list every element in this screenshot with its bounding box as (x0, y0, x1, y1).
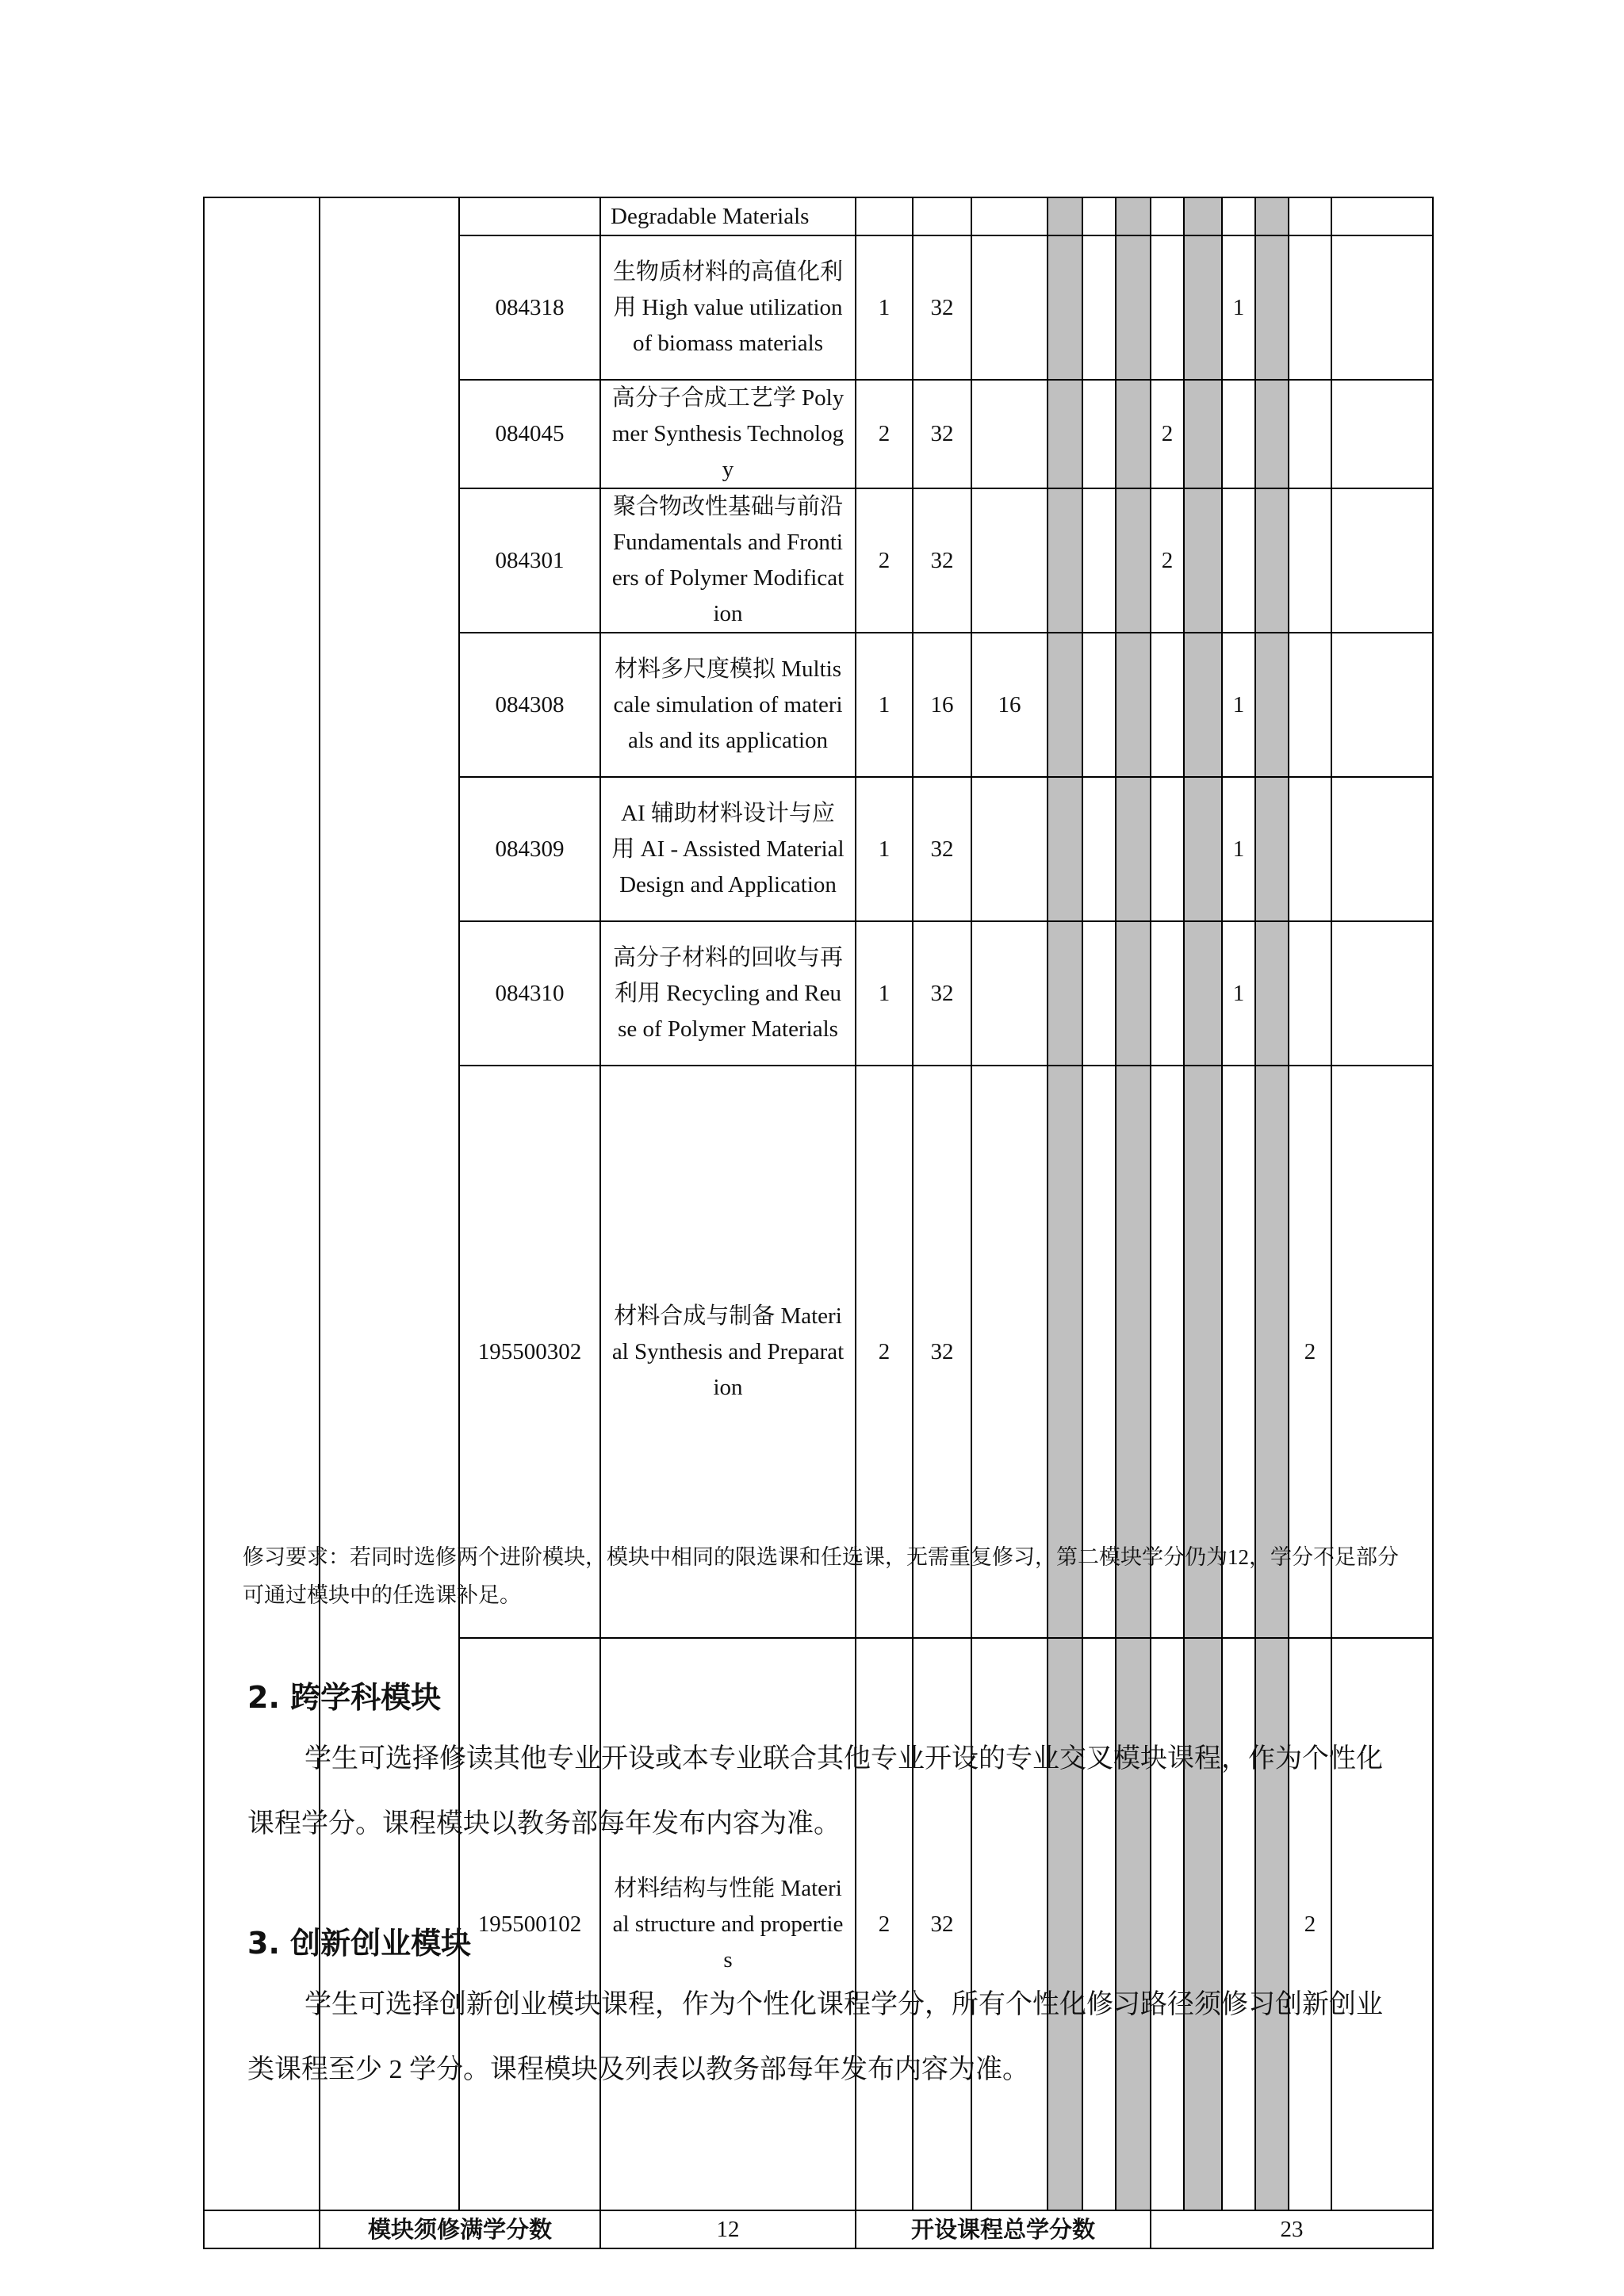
semester-cell-shaded (1116, 197, 1151, 235)
semester-cell (1289, 921, 1331, 1066)
section-text-innovation: 学生可选择创新创业模块课程，作为个性化课程学分，所有个性化修习路径须修习创新创业类课程至少 2 学分。课程模块及列表以教务部每年发布内容为准。 (247, 1990, 1383, 2084)
table-row (204, 197, 1433, 235)
semester-cell (1289, 197, 1331, 235)
semester-cell-shaded (1184, 380, 1222, 488)
semester-cell (1082, 633, 1116, 777)
semester-cell-shaded (1255, 197, 1289, 235)
section-text-interdisciplinary: 学生可选择修读其他专业开设或本专业联合其他专业开设的专业交叉模块课程，作为个性化课程学分。课程模块以教务部每年发布内容为准。 (247, 1744, 1383, 1839)
course-name-cell: 高分子材料的回收与再利用 Recycling and Reuse of Polymer Materials (600, 921, 856, 1066)
semester-cell (1289, 777, 1331, 921)
requirement-note: 修习要求：若同时选修两个进阶模块，模块中相同的限选课和任选课，无需重复修习，第二模块学分仍为12，学分不足部分可通过模块中的任选课补足。 (243, 1545, 1399, 1607)
semester-cell: 1 (1222, 633, 1255, 777)
semester-cell-shaded (1116, 488, 1151, 633)
course-code-cell: 084301 (459, 488, 600, 633)
practice-hours-cell (971, 921, 1048, 1066)
semester-cell (1331, 921, 1433, 1066)
hours-cell: 32 (913, 1066, 971, 1638)
semester-cell-shaded (1255, 921, 1289, 1066)
semester-cell-shaded (1116, 235, 1151, 380)
semester-cell (1082, 921, 1116, 1066)
semester-cell (1289, 488, 1331, 633)
credit-cell: 1 (856, 235, 913, 380)
course-name-cell: 生物质材料的高值化利 用 High value utilization of biomass materials (600, 235, 856, 380)
semester-cell: 2 (1151, 380, 1184, 488)
semester-cell (1082, 197, 1116, 235)
course-code-cell: 084308 (459, 633, 600, 777)
hours-cell: 32 (913, 235, 971, 380)
semester-cell-shaded (1048, 1638, 1082, 2210)
course-code-cell (459, 197, 600, 235)
semester-cell (1331, 380, 1433, 488)
course-name-cell: AI 辅助材料设计与应用 AI - Assisted Material Design and Application (600, 777, 856, 921)
semester-cell (1331, 1638, 1433, 2210)
semester-cell (1151, 633, 1184, 777)
semester-cell (1289, 633, 1331, 777)
semester-cell-shaded (1048, 633, 1082, 777)
semester-cell: 1 (1222, 235, 1255, 380)
course-name-cell: Degradable Materials (600, 197, 856, 235)
credit-cell: 1 (856, 921, 913, 1066)
credit-cell: 1 (856, 633, 913, 777)
semester-cell-shaded (1116, 633, 1151, 777)
semester-cell-shaded (1116, 380, 1151, 488)
course-name-cell: 高分子合成工艺学 Polymer Synthesis Technology (600, 380, 856, 488)
semester-cell-shaded (1184, 235, 1222, 380)
course-code-cell: 195500302 (459, 1066, 600, 1638)
semester-cell (1151, 235, 1184, 380)
total-credits-value: 23 (1151, 2210, 1433, 2248)
required-credits-value: 12 (600, 2210, 856, 2248)
hours-cell: 32 (913, 380, 971, 488)
semester-cell (1331, 633, 1433, 777)
credit-cell: 2 (856, 488, 913, 633)
course-code-cell: 084318 (459, 235, 600, 380)
credit-cell: 2 (856, 1066, 913, 1638)
semester-cell-shaded (1184, 921, 1222, 1066)
semester-cell (1151, 921, 1184, 1066)
semester-cell (1289, 235, 1331, 380)
semester-cell (1082, 235, 1116, 380)
practice-hours-cell (971, 488, 1048, 633)
hours-cell: 32 (913, 921, 971, 1066)
hours-cell: 32 (913, 1638, 971, 2210)
practice-hours-cell (971, 197, 1048, 235)
semester-cell (1082, 488, 1116, 633)
course-name-cell: 材料多尺度模拟 Multiscale simulation of materials and its application (600, 633, 856, 777)
semester-cell-shaded (1116, 921, 1151, 1066)
hours-cell: 32 (913, 777, 971, 921)
hours-cell: 16 (913, 633, 971, 777)
semester-cell (1222, 488, 1255, 633)
semester-cell-shaded (1116, 1638, 1151, 2210)
semester-cell: 2 (1289, 1066, 1331, 1638)
semester-cell (1151, 1638, 1184, 2210)
practice-hours-cell (971, 1638, 1048, 2210)
practice-hours-cell (971, 235, 1048, 380)
credit-cell: 2 (856, 380, 913, 488)
course-name-cell: 聚合物改性基础与前沿 Fundamentals and Frontiers of Polymer Modification (600, 488, 856, 633)
semester-cell (1151, 197, 1184, 235)
semester-cell-shaded (1048, 488, 1082, 633)
credit-cell: 2 (856, 1638, 913, 2210)
semester-cell-shaded (1048, 921, 1082, 1066)
summary-blank-cell (204, 2210, 320, 2248)
practice-hours-cell (971, 777, 1048, 921)
required-credits-label: 模块须修满学分数 (320, 2210, 600, 2248)
semester-cell-shaded (1255, 380, 1289, 488)
section-heading-innovation: 3. 创新创业模块 (247, 1926, 472, 1961)
course-code-cell: 195500102 (459, 1638, 600, 2210)
semester-cell (1331, 777, 1433, 921)
semester-cell-shaded (1255, 488, 1289, 633)
course-code-cell: 084045 (459, 380, 600, 488)
semester-cell-shaded (1184, 1638, 1222, 2210)
course-name-cell: 材料结构与性能 Material structure and properties (600, 1638, 856, 2210)
semester-cell (1222, 197, 1255, 235)
module-category-cell (204, 197, 320, 2210)
semester-cell: 2 (1151, 488, 1184, 633)
semester-cell (1331, 235, 1433, 380)
semester-cell (1151, 777, 1184, 921)
total-credits-label: 开设课程总学分数 (856, 2210, 1151, 2248)
module-name-cell (320, 197, 459, 2210)
semester-cell (1331, 488, 1433, 633)
semester-cell-shaded (1048, 235, 1082, 380)
semester-cell-shaded (1184, 197, 1222, 235)
semester-cell-shaded (1048, 777, 1082, 921)
semester-cell-shaded (1255, 235, 1289, 380)
semester-cell-shaded (1255, 1638, 1289, 2210)
course-name-cell: 材料合成与制备 Material Synthesis and Preparation (600, 1066, 856, 1638)
credit-cell (856, 197, 913, 235)
semester-cell (1082, 777, 1116, 921)
course-code-cell: 084309 (459, 777, 600, 921)
semester-cell-shaded (1048, 197, 1082, 235)
hours-cell: 32 (913, 488, 971, 633)
semester-cell (1082, 380, 1116, 488)
semester-cell-shaded (1184, 488, 1222, 633)
section-heading-interdisciplinary: 2. 跨学科模块 (247, 1680, 442, 1715)
semester-cell-shaded (1048, 380, 1082, 488)
semester-cell-shaded (1255, 633, 1289, 777)
practice-hours-cell (971, 380, 1048, 488)
summary-row (204, 2210, 1433, 2248)
semester-cell (1222, 380, 1255, 488)
semester-cell-shaded (1184, 777, 1222, 921)
semester-cell-shaded (1255, 777, 1289, 921)
hours-cell (913, 197, 971, 235)
semester-cell (1082, 1638, 1116, 2210)
semester-cell-shaded (1184, 633, 1222, 777)
semester-cell (1289, 380, 1331, 488)
semester-cell: 2 (1289, 1638, 1331, 2210)
semester-cell: 1 (1222, 777, 1255, 921)
semester-cell: 1 (1222, 921, 1255, 1066)
course-code-cell: 084310 (459, 921, 600, 1066)
semester-cell-shaded (1116, 777, 1151, 921)
credit-cell: 1 (856, 777, 913, 921)
practice-hours-cell: 16 (971, 633, 1048, 777)
semester-cell (1331, 197, 1433, 235)
semester-cell (1222, 1638, 1255, 2210)
